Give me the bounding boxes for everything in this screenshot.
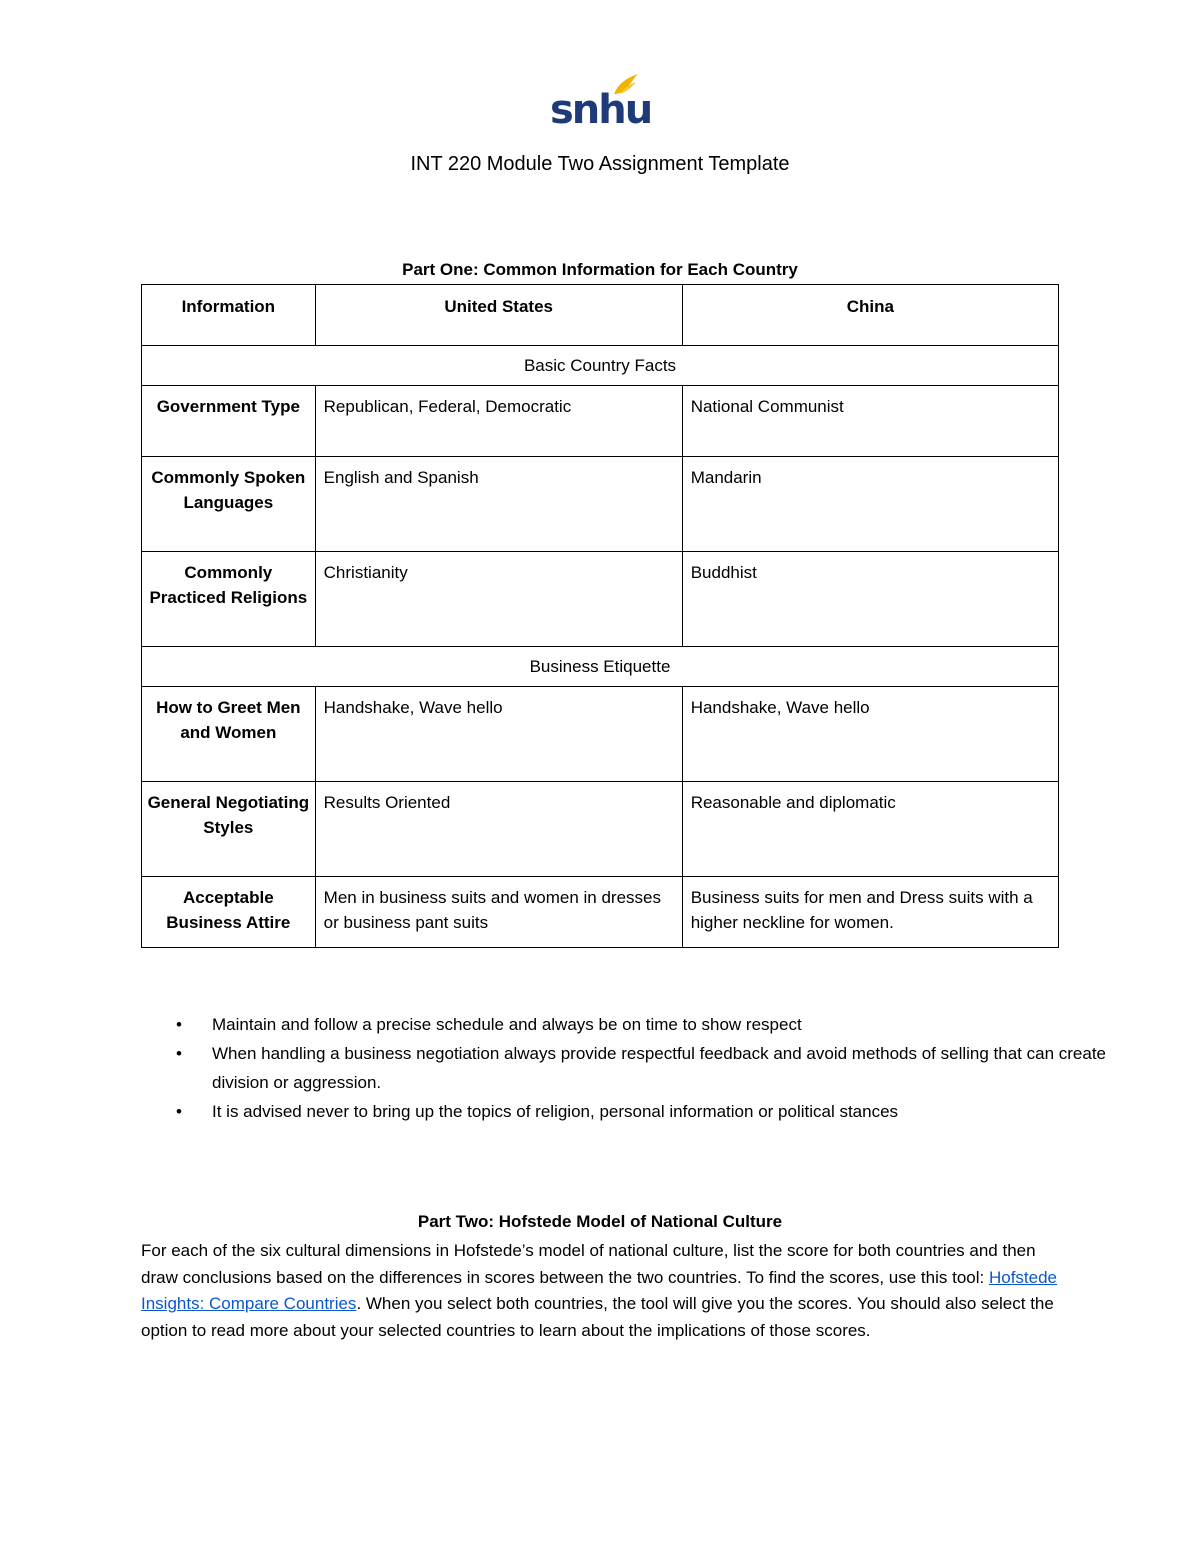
table-cell-us: English and Spanish	[315, 457, 682, 552]
table-cell-china: National Communist	[682, 386, 1058, 457]
row-label: Government Type	[142, 386, 316, 457]
tip-text: When handling a business negotiation always provide respectful feedback and avoid methods of selling that can create division or aggression.	[212, 1044, 1107, 1092]
table-cell-china: Buddhist	[682, 552, 1058, 647]
table-cell-china: Business suits for men and Dress suits with a higher neckline for women.	[682, 877, 1058, 948]
table-cell-china: Mandarin	[682, 457, 1058, 552]
section-label: Basic Country Facts	[142, 346, 1059, 386]
hofstede-compare-link[interactable]: Hofstede Insights: Compare Countries	[141, 1267, 1058, 1314]
document-title: INT 220 Module Two Assignment Template	[410, 153, 790, 175]
table-row	[142, 877, 1059, 948]
column-header-information: Information	[142, 285, 316, 346]
row-label: Commonly Spoken Languages	[142, 457, 316, 552]
table-cell-china: Handshake, Wave hello	[682, 687, 1058, 782]
row-label: Commonly Practiced Religions	[142, 552, 316, 647]
list-item	[176, 1010, 1112, 1039]
list-item	[176, 1097, 1112, 1126]
list-item	[176, 1039, 1112, 1097]
section-row-business-etiquette	[142, 647, 1059, 687]
table-row	[142, 457, 1059, 552]
etiquette-tips-list	[168, 1010, 1112, 1126]
intro-text-before-link: For each of the six cultural dimensions in Hofstede’s model of national culture, list the score for both countries and then draw conclusions based on the differences in scores between the two countries. To find the scores, use this tool:	[141, 1241, 1036, 1287]
row-label: Acceptable Business Attire	[142, 877, 316, 948]
bullet-icon: •	[176, 1044, 182, 1063]
tip-text: Maintain and follow a precise schedule and always be on time to show respect	[212, 1015, 802, 1034]
table-cell-us: Republican, Federal, Democratic	[315, 386, 682, 457]
part-two-heading: Part Two: Hofstede Model of National Culture	[417, 1212, 783, 1231]
bullet-icon: •	[176, 1102, 182, 1121]
table-cell-us: Christianity	[315, 552, 682, 647]
table-cell-china: Reasonable and diplomatic	[682, 782, 1058, 877]
table-cell-us: Results Oriented	[315, 782, 682, 877]
snhu-logo	[550, 70, 650, 136]
section-label: Business Etiquette	[142, 647, 1059, 687]
bullet-icon: •	[176, 1015, 182, 1034]
table-row	[142, 386, 1059, 457]
tip-text: It is advised never to bring up the topics of religion, personal information or political stances	[212, 1102, 899, 1121]
part-one-heading: Part One: Common Information for Each Country	[402, 260, 798, 279]
part-two-instructions	[141, 1238, 1061, 1344]
column-header-china: China	[682, 285, 1058, 346]
column-header-united-states: United States	[315, 285, 682, 346]
table-row	[142, 552, 1059, 647]
section-row-basic-facts	[142, 346, 1059, 386]
row-label: General Negotiating Styles	[142, 782, 316, 877]
table-cell-us: Men in business suits and women in dresses or business pant suits	[315, 877, 682, 948]
logo-wordmark: snhu	[550, 87, 652, 133]
country-info-table	[141, 284, 1059, 948]
row-label: How to Greet Men and Women	[142, 687, 316, 782]
table-row	[142, 687, 1059, 782]
intro-text-after-link: . When you select both countries, the tool will give you the scores. You should also select the option to read more about your selected countries to learn about the implications of those scores.	[141, 1294, 1054, 1340]
table-cell-us: Handshake, Wave hello	[315, 687, 682, 782]
table-header-row	[142, 285, 1059, 346]
table-row	[142, 782, 1059, 877]
